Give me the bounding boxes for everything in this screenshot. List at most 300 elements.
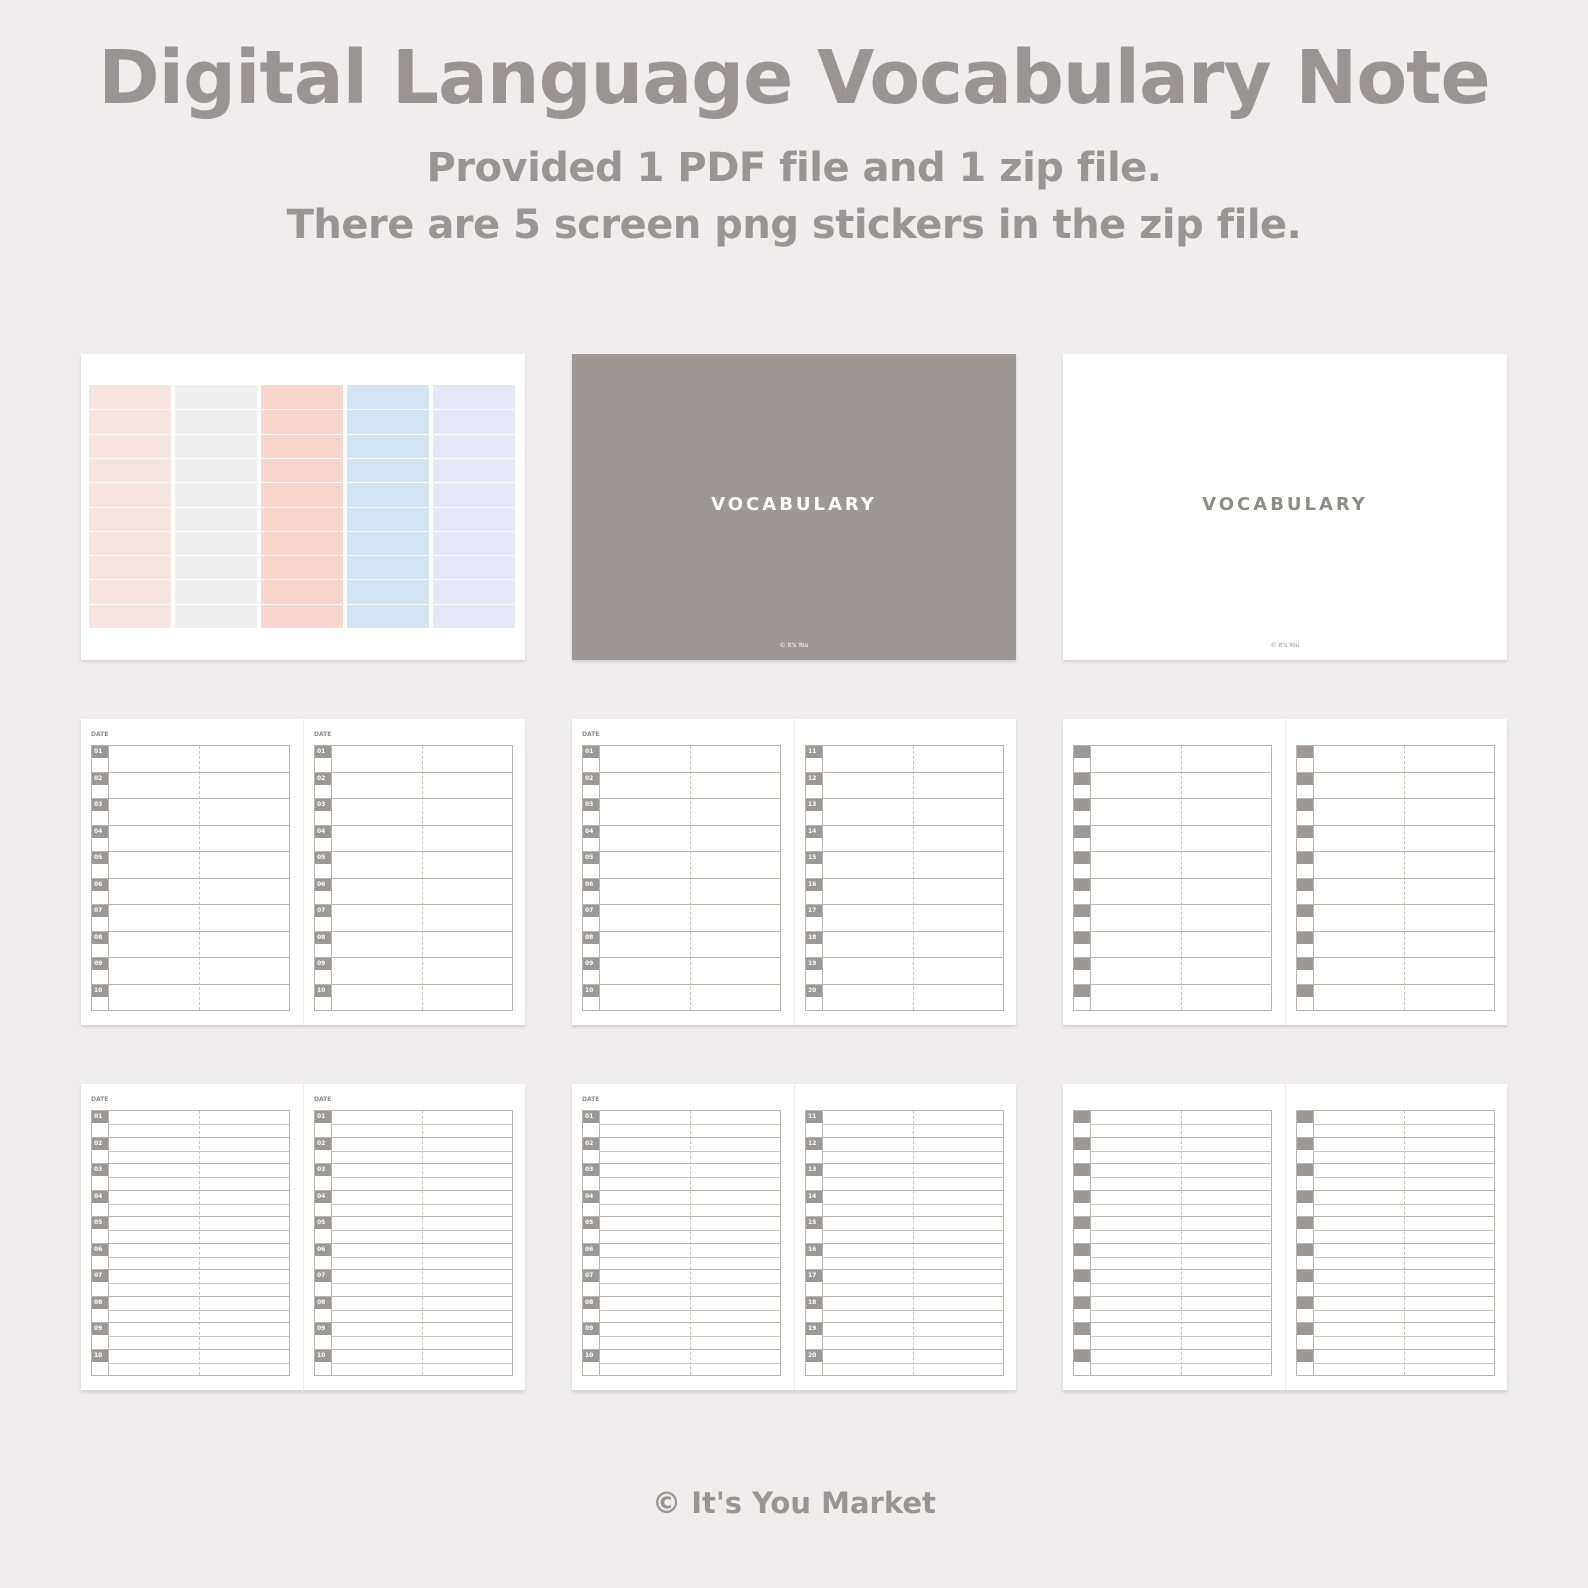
- vocab-row: [806, 1164, 1003, 1191]
- row-midline: [1313, 1336, 1494, 1337]
- vocab-row: [583, 1350, 780, 1377]
- row-number-badge: 05: [583, 852, 599, 864]
- vocab-row: [1074, 985, 1271, 1012]
- row-number-badge: 09: [583, 1323, 599, 1335]
- vocab-row: [806, 958, 1003, 985]
- vocab-row: [1297, 773, 1494, 800]
- vocab-row: [1074, 932, 1271, 959]
- vocab-row: [92, 1191, 289, 1218]
- row-number-badge: [1297, 985, 1313, 997]
- row-number-badge: 05: [92, 852, 108, 864]
- row-number-badge: 17: [806, 905, 822, 917]
- vocab-row: [583, 879, 780, 906]
- row-number-badge: 04: [583, 1191, 599, 1203]
- sticker-line: [175, 531, 257, 532]
- vocab-row: [1297, 1217, 1494, 1244]
- vocab-row: [806, 905, 1003, 932]
- sticker-line: [175, 458, 257, 459]
- row-midline: [1090, 1283, 1271, 1284]
- row-number-badge: [1297, 932, 1313, 944]
- row-midline: [1090, 1230, 1271, 1231]
- row-number-badge: 02: [92, 773, 108, 785]
- row-midline: [599, 1257, 780, 1258]
- page-left: [1063, 1084, 1285, 1390]
- vocab-row: [806, 1191, 1003, 1218]
- vocab-row: [315, 1111, 512, 1138]
- row-number-badge: 11: [806, 1111, 822, 1123]
- row-number-badge: [1074, 1244, 1090, 1256]
- row-number-badge: [1297, 852, 1313, 864]
- vocab-row: [806, 1138, 1003, 1165]
- page-preview-lined-blank: [1063, 1084, 1507, 1390]
- vocab-row: [315, 879, 512, 906]
- sticker-line: [89, 482, 171, 483]
- row-number-badge: 15: [806, 1217, 822, 1229]
- row-midline: [108, 1283, 289, 1284]
- vocab-row: [1074, 826, 1271, 853]
- sticker-line: [261, 531, 343, 532]
- row-midline: [822, 1336, 1003, 1337]
- row-midline: [1313, 1363, 1494, 1364]
- vocab-row: [1074, 1297, 1271, 1324]
- row-number-badge: 06: [315, 1244, 331, 1256]
- sticker-line: [261, 604, 343, 605]
- row-number-badge: 12: [806, 1138, 822, 1150]
- page-right: [303, 719, 525, 1025]
- sticker-line: [347, 482, 429, 483]
- row-number-badge: 07: [92, 1270, 108, 1282]
- row-number-badge: 10: [583, 1350, 599, 1362]
- row-number-badge: [1074, 1138, 1090, 1150]
- row-midline: [331, 1124, 512, 1125]
- page-right: [1285, 719, 1507, 1025]
- row-number-badge: 02: [583, 1138, 599, 1150]
- vocab-row: [92, 1244, 289, 1271]
- row-midline: [599, 1283, 780, 1284]
- vocab-row: [315, 1350, 512, 1377]
- vocab-row: [1074, 799, 1271, 826]
- vocab-row: [1074, 773, 1271, 800]
- row-number-badge: [1074, 746, 1090, 758]
- vocab-row: [583, 1111, 780, 1138]
- row-number-badge: [1074, 1323, 1090, 1335]
- row-number-badge: [1297, 1323, 1313, 1335]
- row-midline: [108, 1257, 289, 1258]
- gray-cover-preview: [572, 354, 1016, 660]
- vocab-row: [315, 985, 512, 1012]
- row-number-badge: 08: [583, 1297, 599, 1309]
- row-number-badge: 06: [583, 879, 599, 891]
- vocab-row: [806, 932, 1003, 959]
- row-number-badge: [1297, 1111, 1313, 1123]
- vocab-row: [1074, 879, 1271, 906]
- row-number-badge: 06: [583, 1244, 599, 1256]
- subtitle-line-1: Provided 1 PDF file and 1 zip file.: [426, 145, 1162, 191]
- sticker-line: [347, 409, 429, 410]
- row-midline: [108, 1151, 289, 1152]
- vocab-row: [315, 773, 512, 800]
- vocab-row: [92, 773, 289, 800]
- vocab-row: [92, 879, 289, 906]
- row-number-badge: 14: [806, 1191, 822, 1203]
- vocab-row: [583, 799, 780, 826]
- sticker-line: [89, 507, 171, 508]
- subtitle-line-2: There are 5 screen png stickers in the zip file.: [286, 202, 1302, 248]
- vocab-grid: [582, 1110, 781, 1376]
- row-number-badge: 07: [315, 1270, 331, 1282]
- sticker-line: [433, 579, 515, 580]
- row-number-badge: 02: [315, 1138, 331, 1150]
- row-midline: [599, 1363, 780, 1364]
- sticker-strip: [433, 385, 515, 628]
- sticker-line: [347, 434, 429, 435]
- vocab-row: [1297, 879, 1494, 906]
- row-number-badge: 06: [315, 879, 331, 891]
- row-number-badge: [1074, 852, 1090, 864]
- row-number-badge: [1074, 1164, 1090, 1176]
- row-number-badge: 06: [92, 879, 108, 891]
- row-midline: [108, 1310, 289, 1311]
- row-midline: [599, 1310, 780, 1311]
- row-number-badge: 05: [315, 852, 331, 864]
- vocab-grid: [805, 1110, 1004, 1376]
- vocab-row: [583, 905, 780, 932]
- date-label: DATE: [582, 1096, 600, 1103]
- vocab-row: [583, 1244, 780, 1271]
- vocab-row: [1297, 799, 1494, 826]
- row-midline: [1313, 1283, 1494, 1284]
- vocab-row: [315, 905, 512, 932]
- vocab-row: [806, 746, 1003, 773]
- sticker-line: [89, 434, 171, 435]
- vocab-row: [92, 985, 289, 1012]
- row-midline: [1090, 1124, 1271, 1125]
- sticker-line: [89, 458, 171, 459]
- row-midline: [331, 1336, 512, 1337]
- vocab-grid: [805, 745, 1004, 1011]
- row-midline: [1313, 1257, 1494, 1258]
- row-number-badge: 06: [92, 1244, 108, 1256]
- vocab-row: [92, 799, 289, 826]
- vocab-row: [806, 1323, 1003, 1350]
- row-number-badge: 07: [315, 905, 331, 917]
- vocab-row: [1297, 1111, 1494, 1138]
- row-number-badge: 04: [583, 826, 599, 838]
- sticker-strip: [347, 385, 429, 628]
- row-midline: [1313, 1230, 1494, 1231]
- row-number-badge: 03: [583, 1164, 599, 1176]
- row-midline: [1090, 1177, 1271, 1178]
- sticker-line: [175, 555, 257, 556]
- vocab-row: [92, 1111, 289, 1138]
- vocab-row: [1074, 1217, 1271, 1244]
- row-number-badge: 20: [806, 985, 822, 997]
- row-midline: [108, 1336, 289, 1337]
- row-midline: [1090, 1336, 1271, 1337]
- vocab-row: [1297, 1244, 1494, 1271]
- row-number-badge: 08: [315, 1297, 331, 1309]
- row-number-badge: 18: [806, 932, 822, 944]
- row-number-badge: [1297, 826, 1313, 838]
- row-number-badge: [1074, 1350, 1090, 1362]
- row-number-badge: [1074, 1270, 1090, 1282]
- footer-copyright: © It's You Market: [652, 1486, 936, 1520]
- sticker-line: [175, 579, 257, 580]
- row-number-badge: [1074, 985, 1090, 997]
- vocab-row: [1297, 1138, 1494, 1165]
- row-midline: [822, 1363, 1003, 1364]
- row-number-badge: 09: [315, 958, 331, 970]
- row-number-badge: [1074, 905, 1090, 917]
- row-number-badge: 01: [583, 1111, 599, 1123]
- vocab-row: [92, 852, 289, 879]
- row-number-badge: 02: [92, 1138, 108, 1150]
- row-number-badge: [1074, 958, 1090, 970]
- row-midline: [331, 1177, 512, 1178]
- date-label: DATE: [314, 731, 332, 738]
- row-number-badge: 04: [315, 826, 331, 838]
- vocab-row: [806, 799, 1003, 826]
- vocab-row: [806, 1297, 1003, 1324]
- row-number-badge: 16: [806, 1244, 822, 1256]
- vocab-row: [1074, 852, 1271, 879]
- row-number-badge: 08: [315, 932, 331, 944]
- row-number-badge: [1074, 826, 1090, 838]
- row-number-badge: 07: [583, 1270, 599, 1282]
- row-number-badge: 04: [92, 1191, 108, 1203]
- vocab-row: [583, 1191, 780, 1218]
- row-number-badge: [1074, 773, 1090, 785]
- vocab-row: [1074, 1244, 1271, 1271]
- vocab-row: [1074, 958, 1271, 985]
- row-number-badge: 19: [806, 958, 822, 970]
- page-preview-lined-dated-1-10: [81, 1084, 525, 1390]
- sticker-line: [89, 579, 171, 580]
- row-number-badge: 10: [92, 985, 108, 997]
- row-number-badge: [1297, 746, 1313, 758]
- row-number-badge: [1297, 958, 1313, 970]
- row-number-badge: 01: [315, 1111, 331, 1123]
- sticker-line: [347, 579, 429, 580]
- vocab-row: [92, 1164, 289, 1191]
- row-midline: [599, 1230, 780, 1231]
- vocab-grid: [1073, 1110, 1272, 1376]
- row-midline: [331, 1363, 512, 1364]
- vocab-row: [92, 932, 289, 959]
- row-number-badge: [1297, 1138, 1313, 1150]
- row-number-badge: 15: [806, 852, 822, 864]
- row-midline: [108, 1363, 289, 1364]
- row-midline: [599, 1204, 780, 1205]
- row-number-badge: 05: [92, 1217, 108, 1229]
- row-number-badge: 19: [806, 1323, 822, 1335]
- vocab-row: [1074, 1138, 1271, 1165]
- row-number-badge: 09: [92, 1323, 108, 1335]
- row-number-badge: [1074, 1191, 1090, 1203]
- sticker-line: [433, 434, 515, 435]
- row-number-badge: [1074, 879, 1090, 891]
- white-cover-preview: [1063, 354, 1507, 660]
- row-midline: [1090, 1151, 1271, 1152]
- row-number-badge: 03: [92, 799, 108, 811]
- date-label: DATE: [582, 731, 600, 738]
- vocab-row: [1074, 1323, 1271, 1350]
- row-number-badge: 03: [315, 1164, 331, 1176]
- vocab-row: [315, 1164, 512, 1191]
- row-number-badge: 01: [583, 746, 599, 758]
- vocab-row: [315, 1323, 512, 1350]
- vocab-row: [315, 1217, 512, 1244]
- vocab-row: [806, 826, 1003, 853]
- vocab-row: [1074, 1164, 1271, 1191]
- row-midline: [599, 1151, 780, 1152]
- row-midline: [822, 1283, 1003, 1284]
- sticker-line: [89, 409, 171, 410]
- cover-title: VOCABULARY: [711, 494, 877, 515]
- vocab-row: [583, 1138, 780, 1165]
- page-right: [1285, 1084, 1507, 1390]
- row-number-badge: [1297, 1164, 1313, 1176]
- row-number-badge: 05: [583, 1217, 599, 1229]
- vocab-row: [315, 746, 512, 773]
- sticker-line: [261, 409, 343, 410]
- vocab-row: [92, 1270, 289, 1297]
- vocab-row: [315, 932, 512, 959]
- sticker-line: [347, 604, 429, 605]
- sticker-line: [89, 531, 171, 532]
- row-number-badge: 05: [315, 1217, 331, 1229]
- sticker-line: [433, 409, 515, 410]
- vocab-grid: [91, 1110, 290, 1376]
- row-number-badge: [1074, 932, 1090, 944]
- row-midline: [822, 1151, 1003, 1152]
- sticker-line: [175, 482, 257, 483]
- vocab-row: [1297, 1297, 1494, 1324]
- vocab-row: [1074, 746, 1271, 773]
- vocab-row: [315, 852, 512, 879]
- row-number-badge: 11: [806, 746, 822, 758]
- date-label: DATE: [91, 1096, 109, 1103]
- page-title: Digital Language Vocabulary Note: [98, 35, 1490, 121]
- row-midline: [1313, 1124, 1494, 1125]
- row-number-badge: [1297, 1297, 1313, 1309]
- row-number-badge: 02: [583, 773, 599, 785]
- sticker-strip: [175, 385, 257, 628]
- vocab-row: [1074, 905, 1271, 932]
- row-midline: [108, 1204, 289, 1205]
- row-midline: [822, 1177, 1003, 1178]
- vocab-grid: [314, 745, 513, 1011]
- row-number-badge: 09: [315, 1323, 331, 1335]
- sticker-line: [347, 555, 429, 556]
- vocab-row: [1297, 1270, 1494, 1297]
- vocab-row: [806, 1244, 1003, 1271]
- vocab-row: [92, 1350, 289, 1377]
- vocab-row: [1297, 852, 1494, 879]
- row-midline: [599, 1124, 780, 1125]
- vocab-row: [1297, 1164, 1494, 1191]
- row-midline: [1313, 1151, 1494, 1152]
- page-left: [81, 719, 303, 1025]
- row-number-badge: [1297, 799, 1313, 811]
- row-midline: [108, 1177, 289, 1178]
- row-number-badge: 09: [583, 958, 599, 970]
- row-number-badge: 03: [92, 1164, 108, 1176]
- page-left: [1063, 719, 1285, 1025]
- row-number-badge: 13: [806, 1164, 822, 1176]
- row-midline: [822, 1230, 1003, 1231]
- vocab-grid: [582, 745, 781, 1011]
- row-number-badge: 12: [806, 773, 822, 785]
- row-number-badge: [1074, 1297, 1090, 1309]
- vocab-row: [1074, 1270, 1271, 1297]
- vocab-row: [1297, 958, 1494, 985]
- vocab-row: [806, 1350, 1003, 1377]
- vocab-row: [315, 958, 512, 985]
- vocab-row: [1297, 985, 1494, 1012]
- vocab-row: [806, 852, 1003, 879]
- row-midline: [822, 1124, 1003, 1125]
- sticker-line: [89, 604, 171, 605]
- row-number-badge: 01: [92, 1111, 108, 1123]
- row-number-badge: 01: [315, 746, 331, 758]
- sticker-line: [175, 409, 257, 410]
- vocab-row: [1297, 1350, 1494, 1377]
- row-number-badge: 10: [315, 1350, 331, 1362]
- sticker-line: [175, 604, 257, 605]
- vocab-row: [92, 746, 289, 773]
- vocab-row: [92, 826, 289, 853]
- sticker-line: [175, 434, 257, 435]
- vocab-row: [806, 985, 1003, 1012]
- vocab-row: [92, 1323, 289, 1350]
- vocab-row: [1074, 1191, 1271, 1218]
- row-midline: [108, 1124, 289, 1125]
- cover-title: VOCABULARY: [1202, 494, 1368, 515]
- page-left: [572, 1084, 794, 1390]
- row-number-badge: [1297, 1244, 1313, 1256]
- page-preview-dated-1-20: [572, 719, 1016, 1025]
- sticker-line: [261, 579, 343, 580]
- row-number-badge: 07: [583, 905, 599, 917]
- vocab-grid: [91, 745, 290, 1011]
- vocab-row: [1074, 1350, 1271, 1377]
- row-number-badge: [1297, 773, 1313, 785]
- row-number-badge: 08: [583, 932, 599, 944]
- vocab-row: [92, 1297, 289, 1324]
- vocab-row: [583, 773, 780, 800]
- cover-brand-mark: © It's You: [1270, 642, 1300, 649]
- row-number-badge: 16: [806, 879, 822, 891]
- sticker-line: [433, 507, 515, 508]
- vocab-row: [583, 826, 780, 853]
- sticker-line: [89, 555, 171, 556]
- sticker-line: [261, 507, 343, 508]
- row-number-badge: 08: [92, 932, 108, 944]
- vocab-row: [806, 879, 1003, 906]
- vocab-row: [1297, 746, 1494, 773]
- vocab-row: [1297, 826, 1494, 853]
- vocab-row: [315, 799, 512, 826]
- vocab-row: [583, 1217, 780, 1244]
- row-number-badge: 02: [315, 773, 331, 785]
- row-number-badge: 04: [315, 1191, 331, 1203]
- page-preview-lined-dated-1-20: [572, 1084, 1016, 1390]
- row-number-badge: 03: [315, 799, 331, 811]
- cover-brand-mark: © It's You: [779, 642, 809, 649]
- row-midline: [108, 1230, 289, 1231]
- page-preview-dated-1-10: [81, 719, 525, 1025]
